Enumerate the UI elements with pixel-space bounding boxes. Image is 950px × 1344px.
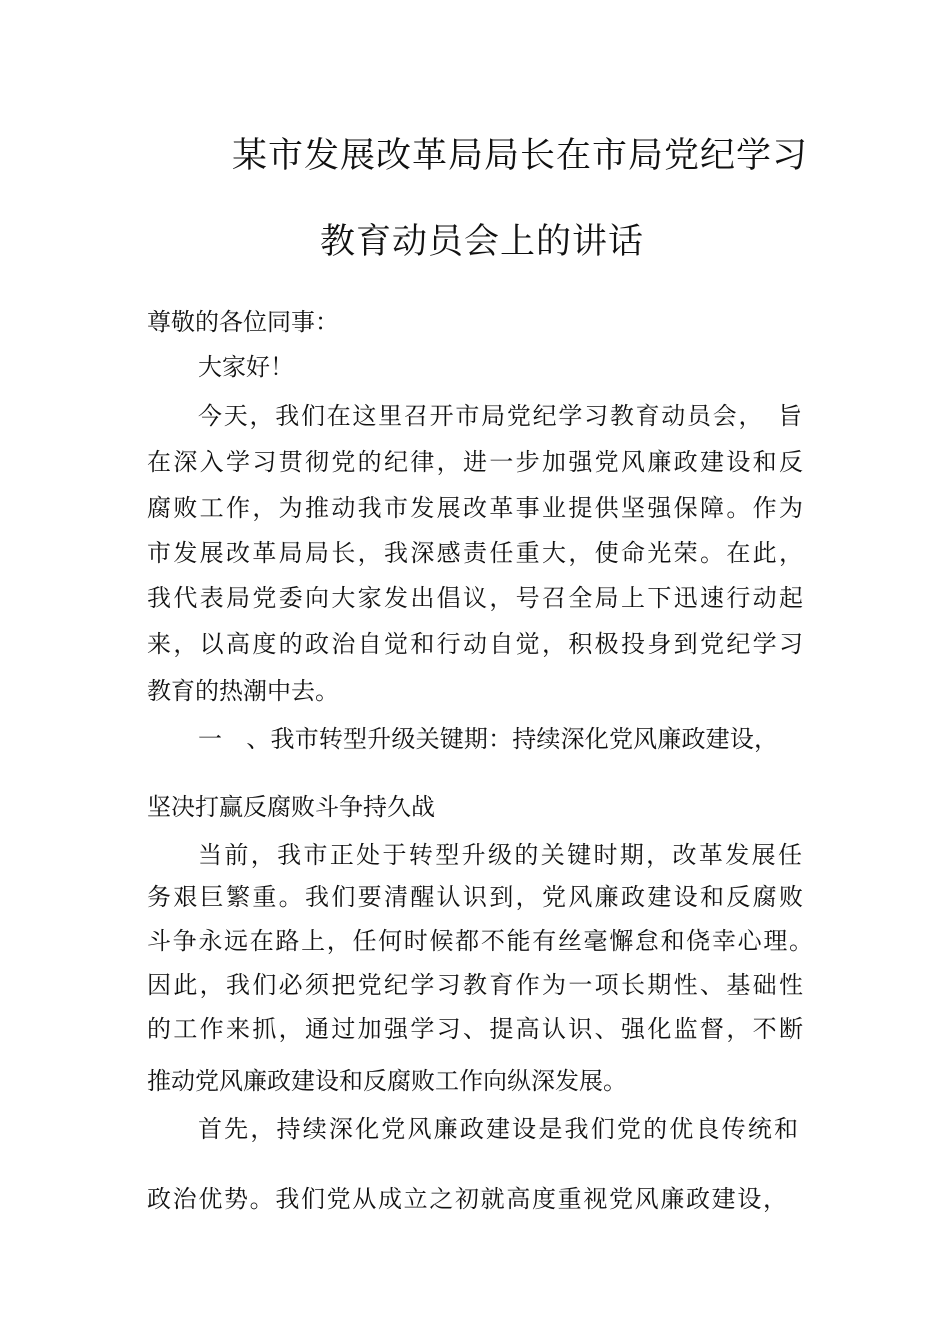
body-line: 推动党风廉政建设和反腐败工作向纵深发展。 <box>147 1067 627 1095</box>
body-line: 的工作来抓，通过加强学习、提高认识、强化监督，不断 <box>147 1015 803 1043</box>
body-line: 今天，我们在这里召开市局党纪学习教育动员会， 旨 <box>198 402 802 430</box>
body-line: 首先，持续深化党风廉政建设是我们党的优良传统和 <box>198 1115 798 1143</box>
body-line: 斗争永远在路上，任何时候都不能有丝毫懈怠和侥幸心理。 <box>147 927 813 955</box>
body-line: 来，以高度的政治自觉和行动自觉，积极投身到党纪学习 <box>147 630 803 658</box>
body-line: 务艰巨繁重。我们要清醒认识到，党风廉政建设和反腐败 <box>147 883 803 911</box>
body-line: 在深入学习贯彻党的纪律，进一步加强党风廉政建设和反 <box>147 448 803 476</box>
body-line: 当前，我市正处于转型升级的关键时期，改革发展任 <box>198 841 802 869</box>
body-line: 教育的热潮中去。 <box>147 677 339 705</box>
salutation: 尊敬的各位同事： <box>147 308 339 336</box>
body-line: 腐败工作，为推动我市发展改革事业提供坚强保障。作为 <box>147 494 803 522</box>
title-line-1: 某市发展改革局局长在市局党纪学习 <box>232 136 809 176</box>
body-line: 因此，我们必须把党纪学习教育作为一项长期性、基础性 <box>147 971 803 999</box>
section-heading-line-2: 坚决打赢反腐败斗争持久战 <box>147 793 435 821</box>
body-line: 我代表局党委向大家发出倡议，号召全局上下迅速行动起 <box>147 584 803 612</box>
body-line: 市发展改革局局长，我深感责任重大，使命光荣。在此， <box>147 539 803 567</box>
greeting: 大家好！ <box>198 353 294 381</box>
section-heading-line-1: 一 、我市转型升级关键期：持续深化党风廉政建设， <box>198 725 778 753</box>
body-line: 政治优势。我们党从成立之初就高度重视党风廉政建设， <box>147 1185 787 1213</box>
title-line-2: 教育动员会上的讲话 <box>320 222 645 262</box>
